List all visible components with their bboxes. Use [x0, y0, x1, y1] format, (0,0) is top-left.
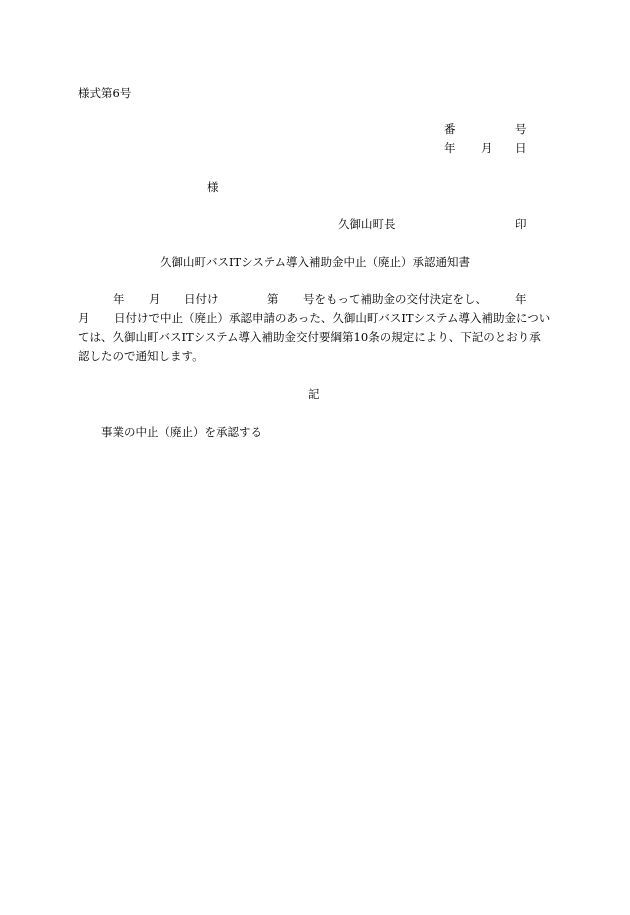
body-year-label: 年	[113, 292, 125, 306]
body-month-label-2: 月	[78, 311, 90, 325]
addressee-honorific: 様	[207, 180, 219, 194]
document-title: 久御山町バスITシステム導入補助金中止（廃止）承認通知書	[160, 255, 471, 269]
body-line-4: 認したので通知します。	[78, 349, 204, 363]
body-number-prefix: 第	[267, 292, 279, 306]
body-month-label: 月	[149, 292, 161, 306]
form-number: 様式第6号	[78, 86, 132, 100]
date-month-label: 月	[481, 141, 493, 155]
seal-mark: 印	[515, 217, 527, 231]
date-year-label: 年	[444, 141, 456, 155]
date-day-label: 日	[515, 141, 527, 155]
ki-heading: 記	[308, 387, 320, 401]
body-text: 日付けで中止（廃止）承認申請のあった、久御山町バスITシステム導入補助金につい	[114, 311, 551, 325]
body-text: 号をもって補助金の交付決定をし、	[303, 292, 487, 306]
body-date-label: 日付け	[184, 292, 219, 306]
body-line-3: ては、久御山町バスITシステム導入補助金交付要綱第10条の規定により、下記のとおり承	[78, 330, 541, 344]
document-number-suffix: 号	[515, 122, 527, 136]
document-number-label: 番	[444, 122, 456, 136]
body-year-label-2: 年	[515, 292, 527, 306]
approval-item: 事業の中止（廃止）を承認する	[101, 425, 262, 439]
issuer-name: 久御山町長	[338, 217, 396, 231]
